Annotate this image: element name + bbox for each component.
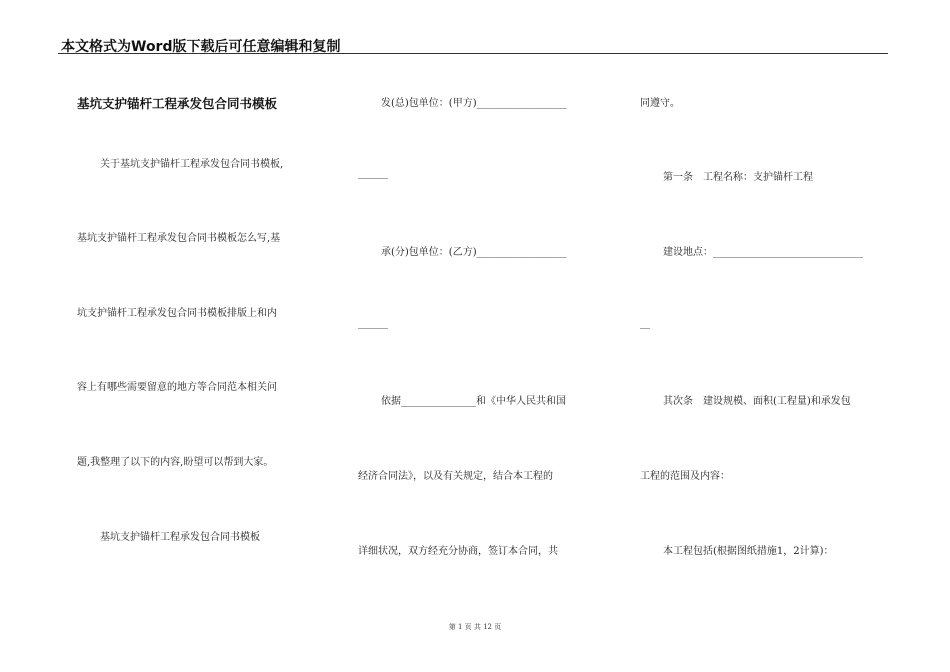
- paragraph-line: 承(分)包单位：(乙方)__________________: [381, 247, 567, 258]
- paragraph-line: 关于基坑支护锚杆工程承发包合同书模板,: [100, 159, 284, 170]
- document-title: 基坑支护锚杆工程承发包合同书模板: [77, 96, 278, 111]
- paragraph-line: __: [640, 318, 650, 329]
- paragraph-line: 容上有哪些需要留意的地方等合同范本相关问: [77, 382, 277, 393]
- paragraph-line: 基坑支护锚杆工程承发包合同书模板怎么写,基: [77, 233, 281, 244]
- paragraph-line: ______: [358, 318, 388, 329]
- paragraph-line: 第一条 工程名称：支护锚杆工程: [663, 172, 813, 183]
- paragraph-line: 详细状况，双方经充分协商，签订本合同，共: [358, 546, 558, 557]
- paragraph-line: 建设地点：______________________________: [663, 247, 863, 258]
- paragraph-line: 题,我整理了以下的内容,盼望可以帮到大家。: [77, 457, 274, 468]
- page-number-footer: 第 1 页 共 12 页: [448, 623, 502, 631]
- paragraph-line: 其次条 建设规模、面积(工程量)和承发包: [663, 396, 851, 407]
- paragraph-line: 基坑支护锚杆工程承发包合同书模板: [100, 532, 260, 543]
- paragraph-line: 依据_______________和《中华人民共和国: [381, 396, 566, 407]
- paragraph-line: ______: [358, 168, 388, 179]
- paragraph-line: 发(总)包单位：(甲方)__________________: [381, 98, 567, 109]
- paragraph-line: 坑支护锚杆工程承发包合同书模板排版上和内: [77, 308, 277, 319]
- page-header-title: 本文格式为Word版下载后可任意编辑和复制: [61, 39, 341, 55]
- paragraph-line: 工程的范围及内容：: [640, 471, 730, 482]
- header-divider: [58, 53, 888, 54]
- paragraph-line: 本工程包括(根据图纸措施1，2计算)：: [663, 546, 834, 557]
- paragraph-line: 同遵守。: [640, 98, 680, 109]
- paragraph-line: 经济合同法》，以及有关规定，结合本工程的: [358, 471, 553, 482]
